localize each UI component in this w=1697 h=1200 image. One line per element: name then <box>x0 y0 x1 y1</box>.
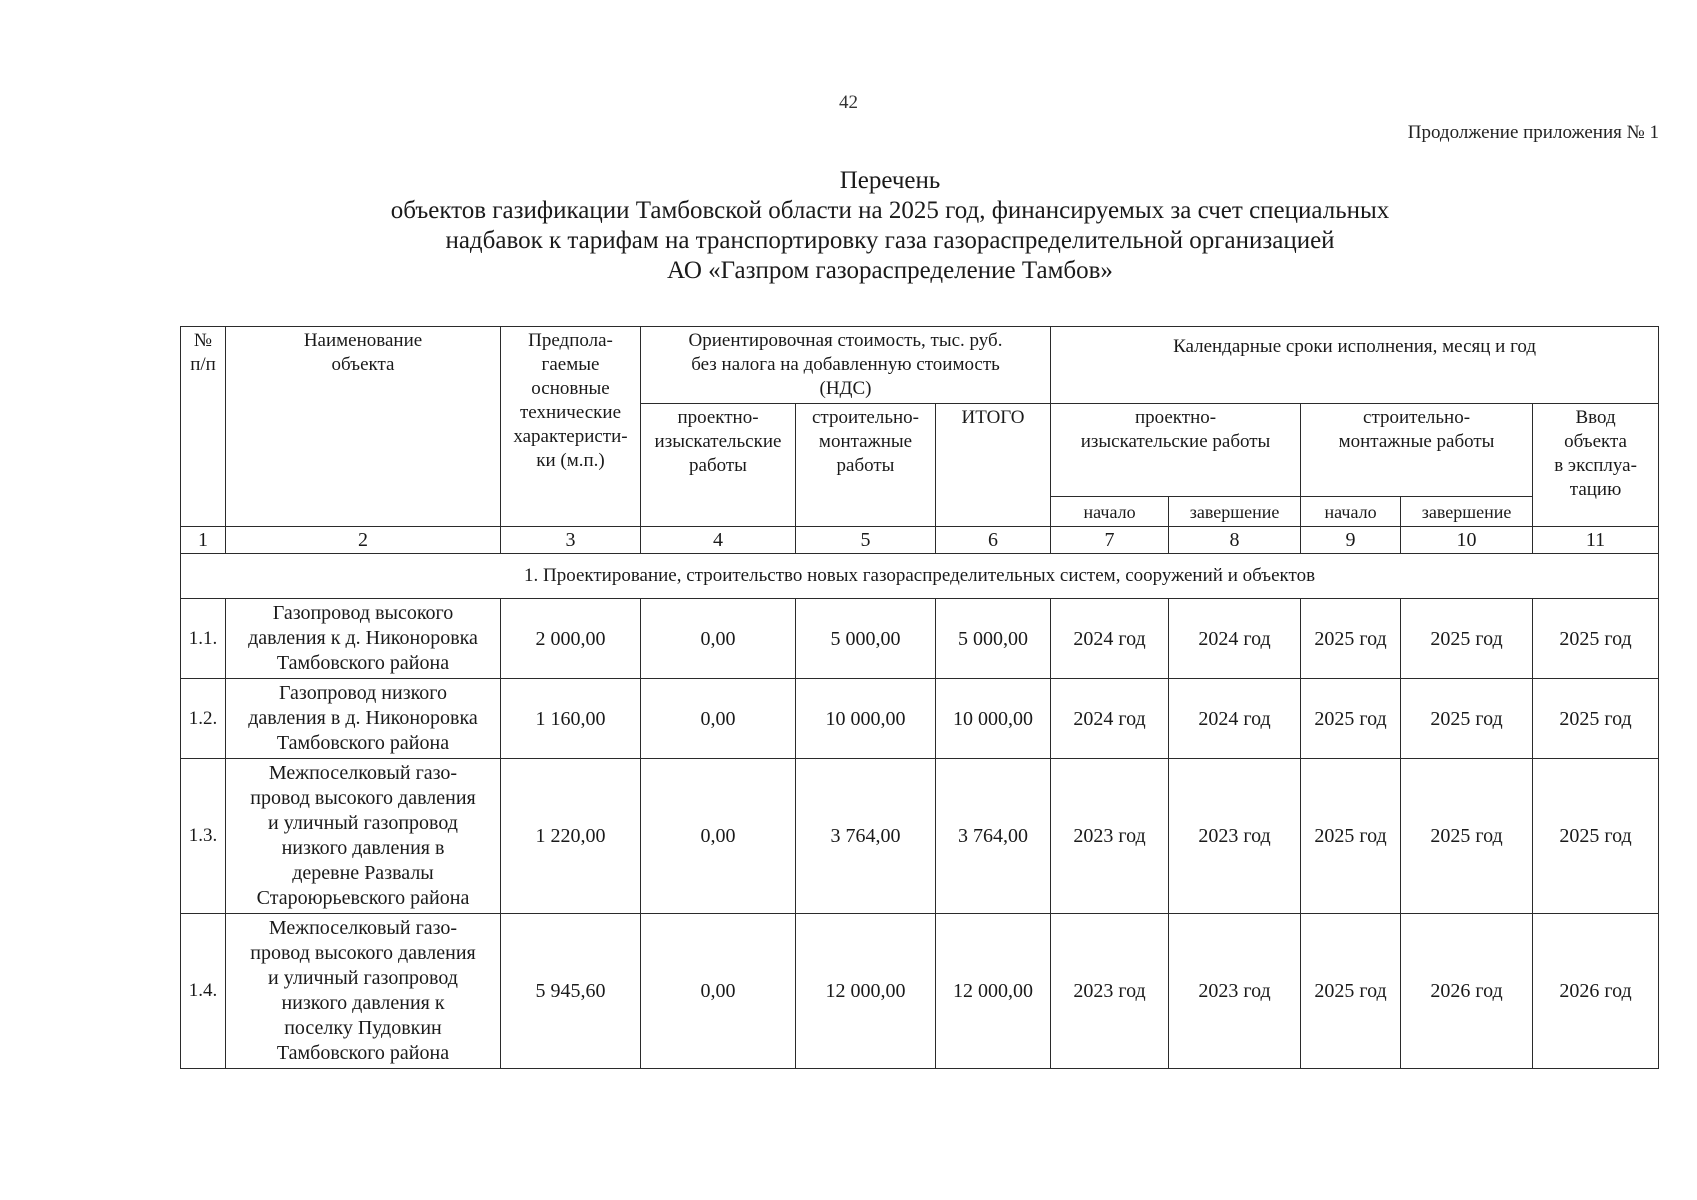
construction-end: 2025 год <box>1401 759 1533 914</box>
column-number: 1 <box>181 527 226 554</box>
title-line: объектов газификации Тамбовской области на 2025 год, финансируемых за счет специальных <box>390 197 1390 224</box>
header-name: Наименование объекта <box>226 327 501 527</box>
cost-design: 0,00 <box>641 599 796 679</box>
row-number: 1.3. <box>181 759 226 914</box>
design-end: 2024 год <box>1169 599 1301 679</box>
object-name: Межпоселковый газо- провод высокого давления и уличный газопровод низкого давления в деревне Развалы Староюрьевского района <box>226 759 501 914</box>
section-heading: 1. Проектирование, строительство новых газораспределительных систем, сооружений и объектов <box>181 554 1659 599</box>
column-number: 11 <box>1533 527 1659 554</box>
cost-construction: 12 000,00 <box>796 914 936 1069</box>
tech-characteristics: 1 220,00 <box>501 759 641 914</box>
page-number: 42 <box>839 92 858 113</box>
design-start: 2024 год <box>1051 599 1169 679</box>
tech-characteristics: 1 160,00 <box>501 679 641 759</box>
construction-start: 2025 год <box>1301 599 1401 679</box>
header-sched-construction: строительно- монтажные работы <box>1301 404 1533 497</box>
cost-construction: 10 000,00 <box>796 679 936 759</box>
table-row <box>181 679 1659 759</box>
row-number: 1.2. <box>181 679 226 759</box>
cost-design: 0,00 <box>641 759 796 914</box>
document-title <box>300 166 1480 286</box>
object-name: Газопровод высокого давления к д. Никоноровка Тамбовского района <box>226 599 501 679</box>
construction-end: 2025 год <box>1401 599 1533 679</box>
design-start: 2024 год <box>1051 679 1169 759</box>
design-start: 2023 год <box>1051 914 1169 1069</box>
object-name: Межпоселковый газо- провод высокого давления и уличный газопровод низкого давления к поселку Пудовкин Тамбовского района <box>226 914 501 1069</box>
construction-end: 2025 год <box>1401 679 1533 759</box>
cost-total: 3 764,00 <box>936 759 1051 914</box>
table-row <box>181 914 1659 1069</box>
cost-total: 12 000,00 <box>936 914 1051 1069</box>
table-row <box>181 759 1659 914</box>
objects-table <box>180 326 1659 1069</box>
column-number: 4 <box>641 527 796 554</box>
appendix-note: Продолжение приложения № 1 <box>1407 122 1659 143</box>
construction-start: 2025 год <box>1301 679 1401 759</box>
design-end: 2023 год <box>1169 914 1301 1069</box>
column-numbers-row <box>181 527 1659 554</box>
header-design-start: начало <box>1051 497 1169 527</box>
column-number: 10 <box>1401 527 1533 554</box>
row-number: 1.1. <box>181 599 226 679</box>
design-start: 2023 год <box>1051 759 1169 914</box>
title-line: АО «Газпром газораспределение Тамбов» <box>667 257 1113 284</box>
commissioning-date: 2026 год <box>1533 914 1659 1069</box>
construction-start: 2025 год <box>1301 914 1401 1069</box>
cost-construction: 5 000,00 <box>796 599 936 679</box>
cost-total: 10 000,00 <box>936 679 1051 759</box>
column-number: 6 <box>936 527 1051 554</box>
header-tech: Предпола- гаемые основные технические характеристи- ки (м.п.) <box>501 327 641 527</box>
column-number: 3 <box>501 527 641 554</box>
object-name: Газопровод низкого давления в д. Никоноровка Тамбовского района <box>226 679 501 759</box>
design-end: 2024 год <box>1169 679 1301 759</box>
header-commissioning: Ввод объекта в эксплуа- тацию <box>1533 404 1659 527</box>
header-num: № п/п <box>181 327 226 527</box>
commissioning-date: 2025 год <box>1533 599 1659 679</box>
header-construction-start: начало <box>1301 497 1401 527</box>
title-line: надбавок к тарифам на транспортировку газа газораспределительной организацией <box>445 227 1335 254</box>
title-line: Перечень <box>839 167 941 194</box>
header-construction-end: завершение <box>1401 497 1533 527</box>
header-design-end: завершение <box>1169 497 1301 527</box>
tech-characteristics: 2 000,00 <box>501 599 641 679</box>
tech-characteristics: 5 945,60 <box>501 914 641 1069</box>
cost-design: 0,00 <box>641 679 796 759</box>
commissioning-date: 2025 год <box>1533 759 1659 914</box>
design-end: 2023 год <box>1169 759 1301 914</box>
column-number: 2 <box>226 527 501 554</box>
column-number: 8 <box>1169 527 1301 554</box>
header-cost-group: Ориентировочная стоимость, тыс. руб. без налога на добавленную стоимость (НДС) <box>641 327 1051 404</box>
header-cost-design: проектно- изыскательские работы <box>641 404 796 527</box>
column-number: 9 <box>1301 527 1401 554</box>
header-cost-total: ИТОГО <box>936 404 1051 527</box>
construction-start: 2025 год <box>1301 759 1401 914</box>
cost-construction: 3 764,00 <box>796 759 936 914</box>
commissioning-date: 2025 год <box>1533 679 1659 759</box>
header-sched-design: проектно- изыскательские работы <box>1051 404 1301 497</box>
cost-total: 5 000,00 <box>936 599 1051 679</box>
construction-end: 2026 год <box>1401 914 1533 1069</box>
header-cost-construction: строительно- монтажные работы <box>796 404 936 527</box>
section-row <box>181 554 1659 599</box>
column-number: 7 <box>1051 527 1169 554</box>
row-number: 1.4. <box>181 914 226 1069</box>
cost-design: 0,00 <box>641 914 796 1069</box>
table-row <box>181 599 1659 679</box>
header-schedule-group: Календарные сроки исполнения, месяц и год <box>1051 327 1659 404</box>
column-number: 5 <box>796 527 936 554</box>
